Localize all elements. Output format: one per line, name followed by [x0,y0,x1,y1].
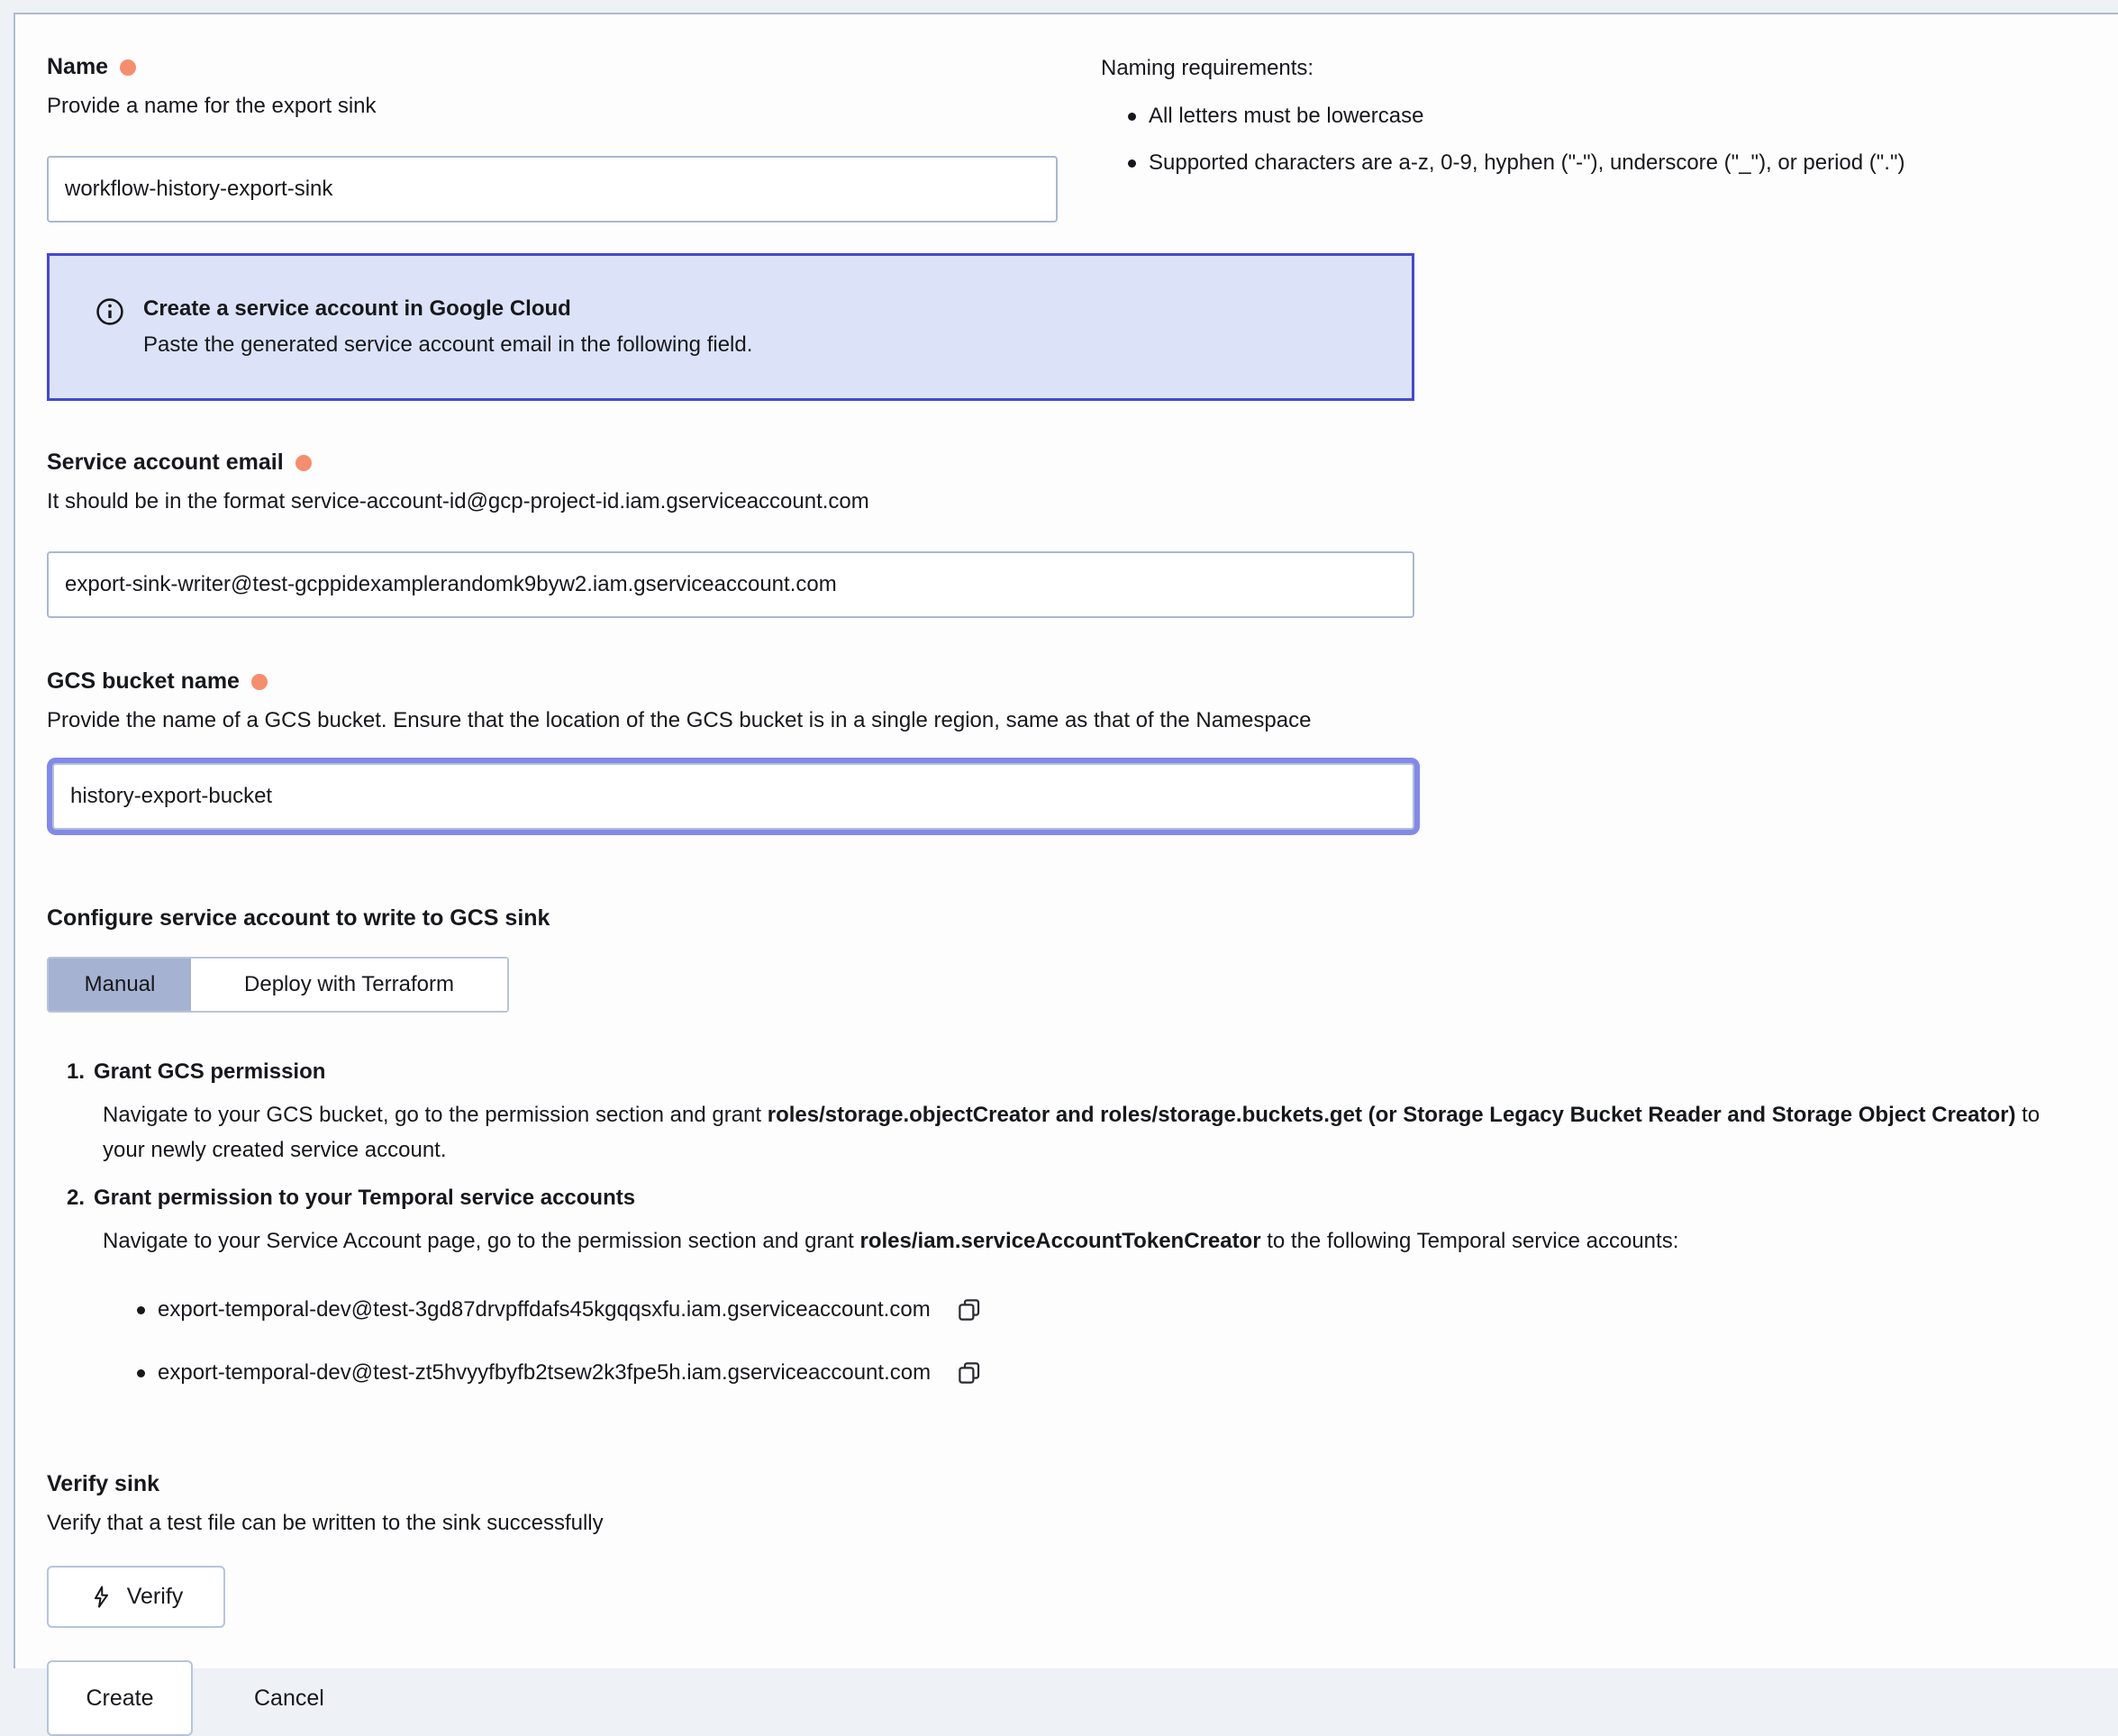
copy-icon[interactable] [954,1295,985,1325]
export-sink-form-panel [14,13,2118,1711]
bullet-icon [1128,113,1136,121]
name-section [47,54,2118,223]
naming-requirements [1101,54,2110,196]
info-banner-description: Paste the generated service account email in the following field. [143,332,753,357]
service-account-item [137,1295,2118,1325]
bullet-icon [137,1306,145,1314]
temporal-service-accounts-list [47,1295,2118,1388]
bucket-section [47,668,2118,830]
step-1-body: Navigate to your GCS bucket, go to the permission section and grant roles/storage.objectCreator and roles/storage.buckets.get (or Storage Legacy Bucket Reader and Storage Object Creator) to your newly created service account. [103,1103,2041,1162]
bucket-description: Provide the name of a GCS bucket. Ensure that the location of the GCS bucket is in a single region, same as that of the Namespace [47,708,1312,732]
bullet-icon [137,1369,145,1377]
step-1-title: 1. Grant GCS permission [67,1059,326,1084]
required-dot-icon [295,455,312,471]
name-label: Name [47,54,109,79]
step-2-title: 2. Grant permission to your Temporal service accounts [67,1186,636,1210]
name-input[interactable] [47,156,1058,223]
info-banner [47,253,1414,401]
configure-tabs [47,957,509,1013]
naming-requirement-item: Supported characters are a-z, 0-9, hyphen ("-"), underscore ("_"), or period (".") [1101,150,2110,177]
bucket-name-input[interactable] [52,763,1414,830]
verify-section [47,1471,2118,1628]
lightning-icon [89,1585,114,1609]
verify-sink-description: Verify that a test file can be written to the sink successfully [47,1511,604,1535]
naming-requirement-item: All letters must be lowercase [1101,103,2110,130]
tab-deploy-with-terraform[interactable]: Deploy with Terraform [191,959,507,1011]
verify-button[interactable]: Verify [47,1566,225,1628]
tab-manual[interactable]: Manual [49,959,191,1011]
service-account-email-input[interactable] [47,551,1414,618]
step-2-body: Navigate to your Service Account page, go to the permission section and grant roles/iam.serviceAccountTokenCreator to the following Temporal service accounts: [103,1229,1679,1253]
copy-icon[interactable] [954,1358,985,1388]
service-account-description: It should be in the format service-account-id@gcp-project-id.iam.gserviceaccount.com [47,489,869,514]
cancel-button[interactable]: Cancel [254,1685,324,1711]
form-actions [47,1660,2118,1736]
service-account-label: Service account email [47,450,284,475]
bucket-label: GCS bucket name [47,668,240,694]
name-description: Provide a name for the export sink [47,94,377,118]
required-dot-icon [120,59,136,76]
required-dot-icon [251,674,268,690]
info-icon [95,296,125,327]
naming-requirements-title: Naming requirements: [1101,56,1314,80]
service-account-section [47,450,2118,618]
service-account-email: export-temporal-dev@test-zt5hvyyfbyfb2tsew2k3fpe5h.iam.gserviceaccount.com [158,1360,932,1385]
service-account-email: export-temporal-dev@test-3gd87drvpffdafs45kgqqsxfu.iam.gserviceaccount.com [158,1297,931,1322]
service-account-item [137,1358,2118,1388]
verify-sink-title: Verify sink [47,1471,160,1496]
configure-section-title: Configure service account to write to GCS sink [47,905,550,931]
bullet-icon [1128,159,1136,168]
info-banner-title: Create a service account in Google Cloud [143,296,571,321]
manual-steps [47,1059,2118,1388]
create-button[interactable]: Create [47,1660,193,1736]
